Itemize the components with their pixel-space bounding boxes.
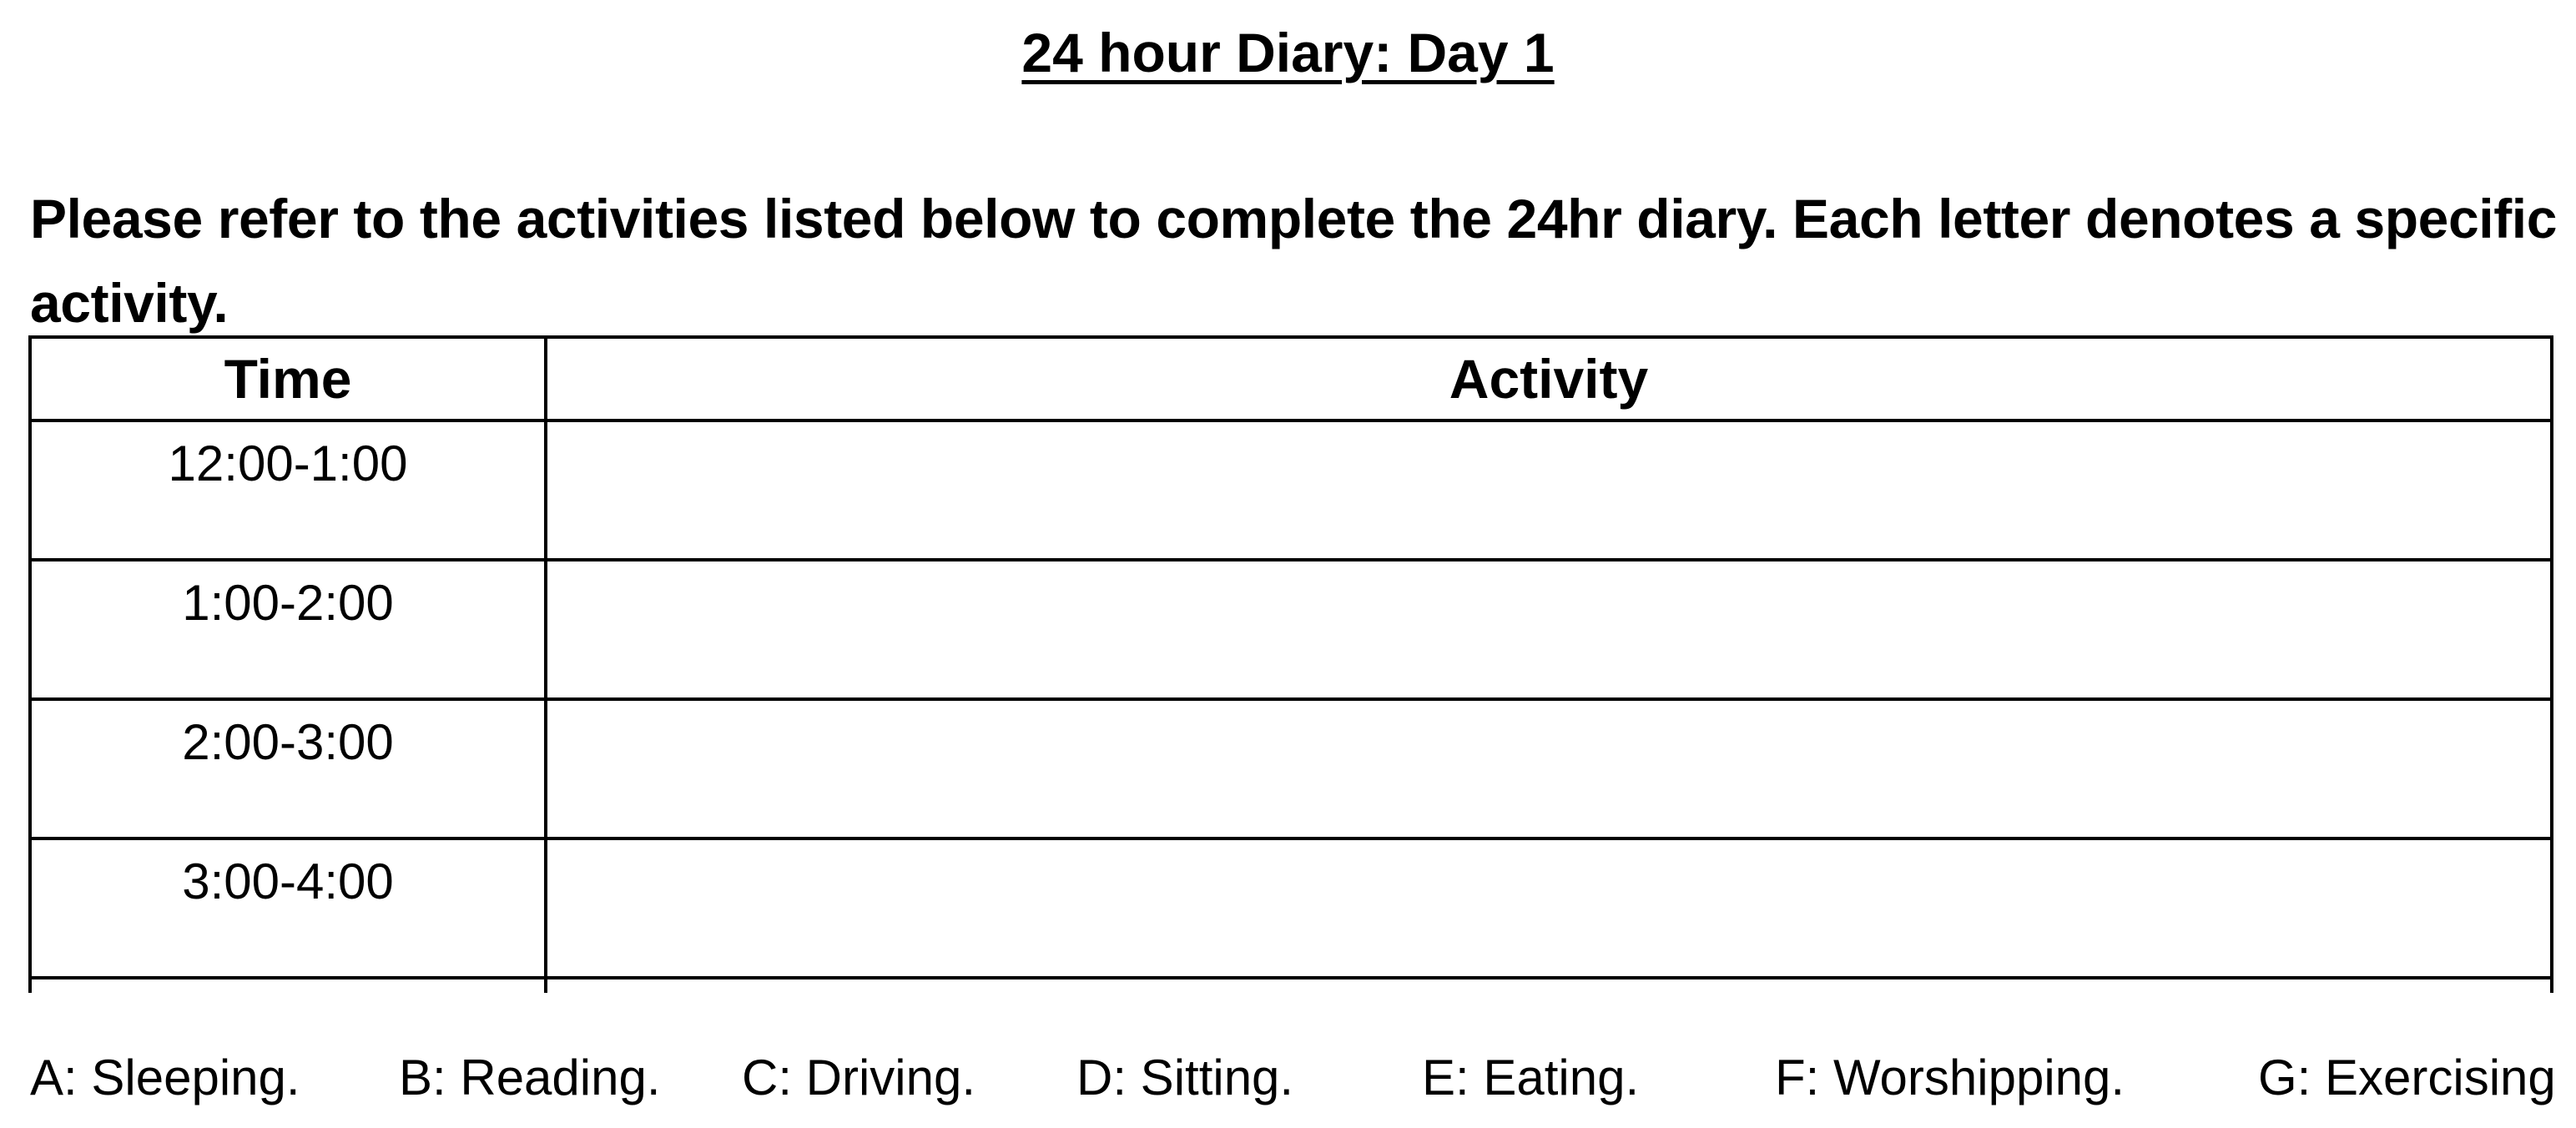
legend-item-a: A: Sleeping. — [30, 1050, 300, 1105]
table-row — [30, 699, 2552, 838]
table-row — [30, 838, 2552, 978]
activity-cell[interactable] — [546, 838, 2552, 978]
legend-item-e: E: Eating. — [1422, 1050, 1640, 1105]
activity-cell[interactable] — [546, 560, 2552, 699]
activity-cell[interactable] — [546, 420, 2552, 560]
time-label: 12:00-1:00 — [168, 436, 408, 491]
instructions-text: Please refer to the activities listed below to complete the 24hr diary. Each letter denotes a specific activity. — [30, 188, 2558, 334]
time-label: 3:00-4:00 — [182, 854, 394, 909]
time-label: 2:00-3:00 — [182, 714, 394, 770]
time-label: 1:00-2:00 — [182, 575, 394, 631]
legend-item-b: B: Reading. — [399, 1050, 661, 1105]
time-cell — [30, 838, 546, 978]
table-row-continuation — [30, 978, 2552, 993]
table-row — [30, 560, 2552, 699]
diary-table — [28, 335, 2553, 993]
legend-item-g: G: Exercising — [2258, 1050, 2556, 1105]
time-cell — [30, 560, 546, 699]
legend-item-d: D: Sitting. — [1076, 1050, 1294, 1105]
activity-column-header: Activity — [546, 337, 2552, 420]
activity-cell — [546, 978, 2552, 993]
table-row — [30, 420, 2552, 560]
legend-item-c: C: Driving. — [742, 1050, 976, 1105]
activity-cell[interactable] — [546, 699, 2552, 838]
table-header-row — [30, 337, 2552, 420]
page-title-text: 24 hour Diary: Day 1 — [1021, 22, 1555, 83]
activity-legend — [30, 1045, 2556, 1111]
time-cell — [30, 978, 546, 993]
time-cell — [30, 420, 546, 560]
page-title — [0, 15, 2576, 90]
legend-item-f: F: Worshipping. — [1775, 1050, 2125, 1105]
time-column-header: Time — [30, 337, 546, 420]
time-cell — [30, 699, 546, 838]
